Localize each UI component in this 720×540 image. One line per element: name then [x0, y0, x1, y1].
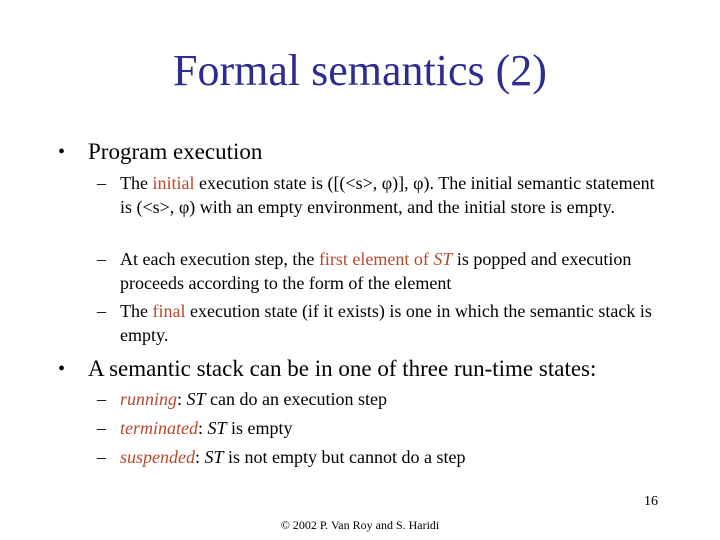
- dash-marker-3: –: [97, 301, 106, 321]
- sub-item-initial-state: The initial execution state is ([(<s>, φ)], φ). The initial semantic statement is (<s>, φ) with an empty environment, and the initial store is empty.: [120, 173, 655, 217]
- state-suspended: suspended: ST is not empty but cannot do a step: [120, 447, 466, 467]
- dash-marker-5: –: [97, 418, 106, 438]
- dash-marker-2: –: [97, 249, 106, 269]
- term-suspended: suspended: [120, 447, 195, 467]
- slide-title: Formal semantics (2): [173, 46, 547, 95]
- highlight-st: ST: [433, 249, 453, 269]
- term-running: running: [120, 389, 178, 409]
- bullet-marker-1: •: [58, 141, 66, 163]
- bullet-program-execution: Program execution: [88, 139, 263, 164]
- highlight-first-element: first element of: [318, 249, 434, 269]
- sub-item-final-state: The final execution state (if it exists) is one in which the semantic stack is empty.: [120, 301, 652, 345]
- footer-copyright: © 2002 P. Van Roy and S. Haridi: [280, 518, 440, 532]
- dash-marker-4: –: [97, 389, 106, 409]
- bullet-semantic-stack-states: A semantic stack can be in one of three run-time states:: [88, 356, 597, 381]
- state-running: running: ST can do an execution step: [120, 389, 387, 409]
- dash-marker-1: –: [97, 173, 106, 193]
- sub-item-execution-step: At each execution step, the first element of ST is popped and execution proceeds according to the form of the element: [120, 249, 632, 293]
- bullet-marker-2: •: [58, 358, 66, 380]
- highlight-initial: initial: [152, 173, 195, 193]
- page-number: 16: [644, 494, 658, 509]
- highlight-final: final: [152, 301, 186, 321]
- state-terminated: terminated: ST is empty: [120, 418, 293, 438]
- dash-marker-6: –: [97, 447, 106, 467]
- term-terminated: terminated: [120, 418, 198, 438]
